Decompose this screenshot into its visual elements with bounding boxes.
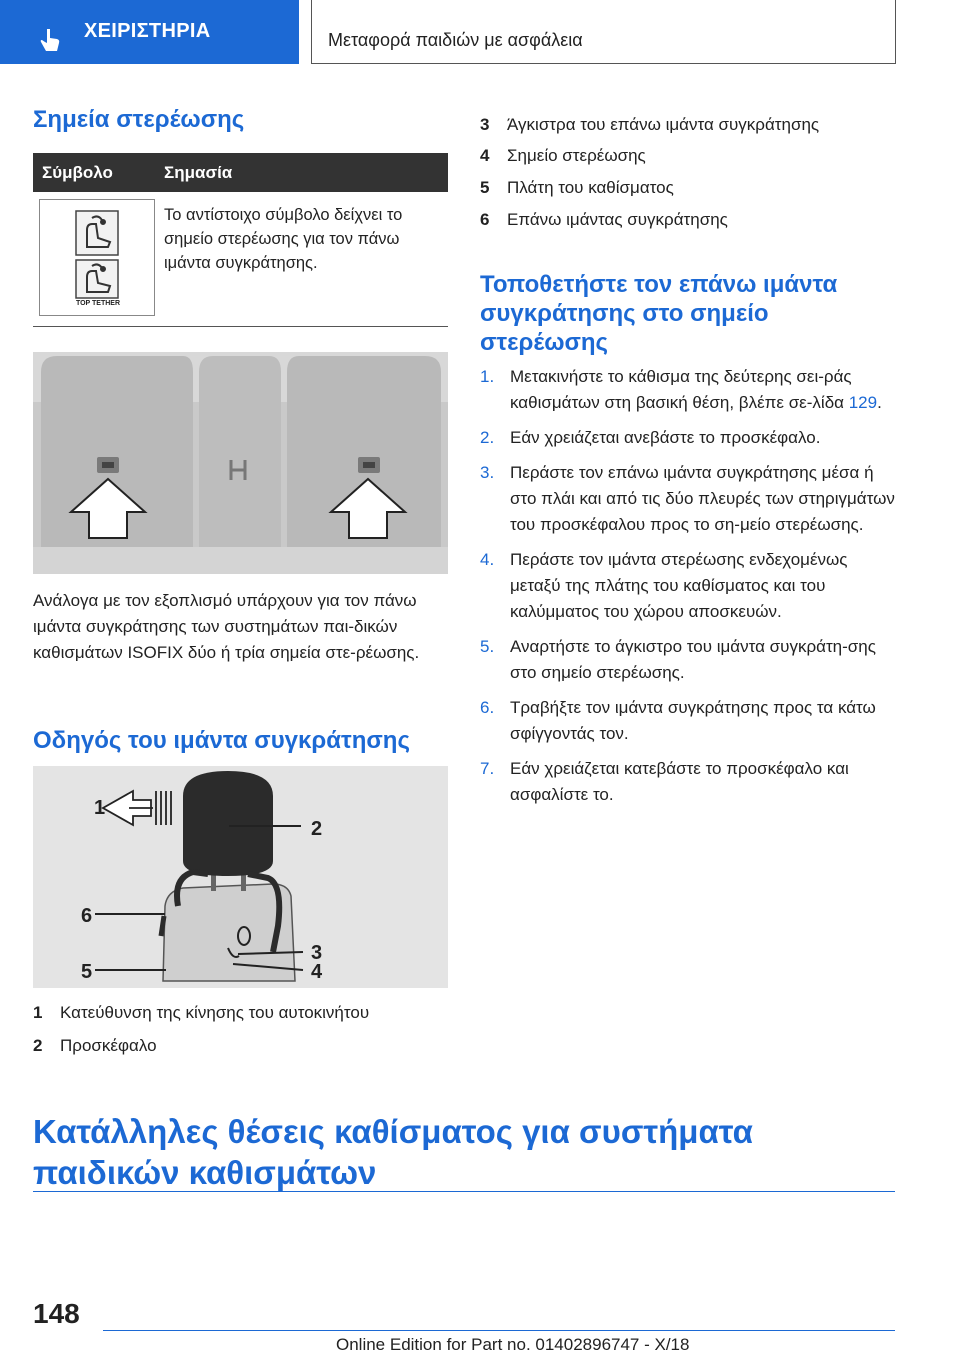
step-item bbox=[480, 364, 900, 416]
legend-text: Προσκέφαλο bbox=[60, 1036, 157, 1055]
step-number: 3. bbox=[480, 463, 495, 482]
symbol-cell bbox=[39, 199, 155, 316]
legend-num: 6 bbox=[480, 210, 490, 229]
table-header bbox=[33, 153, 448, 192]
footer-edition: Online Edition for Part no. 01402896747 - X/18 bbox=[336, 1335, 690, 1354]
step-item bbox=[480, 547, 900, 625]
page-number: 148 bbox=[33, 1298, 80, 1329]
instruction-steps bbox=[480, 364, 900, 817]
step-text: Περάστε τον ιμάντα στερέωσης ενδεχομένως μεταξύ της πλάτης του καθίσματος και του καλύμματος του χώρου αποσκευών. bbox=[510, 550, 848, 621]
callout-4: 4 bbox=[311, 961, 323, 983]
legend-text: Επάνω ιμάντας συγκράτησης bbox=[507, 210, 728, 229]
step-item bbox=[480, 460, 900, 538]
step-item bbox=[480, 695, 900, 747]
step-item bbox=[480, 756, 900, 808]
step-number: 4. bbox=[480, 550, 495, 569]
section-title: Μεταφορά παιδιών με ασφάλεια bbox=[328, 30, 583, 50]
hand-pointer-icon bbox=[38, 27, 64, 53]
section-header bbox=[311, 0, 896, 64]
heading-anchor-points: Σημεία στερέωσης bbox=[33, 106, 245, 133]
page-link[interactable]: 129 bbox=[848, 393, 878, 412]
symbol-meaning-text: Το αντίστοιχο σύμβολο δείχνει το σημείο στερέωσης για τον πάνω ιμάντα συγκράτησης. bbox=[164, 206, 403, 272]
heading-attach-strap: Τοποθετήστε τον επάνω ιμάντα συγκράτησης στο σημείο στερέωσης bbox=[480, 271, 838, 356]
heading-seat-positions: Κατάλληλες θέσεις καθίσματος για συστήματα παιδικών καθισμάτων bbox=[33, 1113, 753, 1191]
col-meaning: Σημασία bbox=[164, 163, 233, 182]
anchor-points-photo bbox=[33, 352, 448, 574]
step-number: 5. bbox=[480, 637, 495, 656]
step-text: Περάστε τον επάνω ιμάντα συγκράτησης μέσα ή στο πλάι και από τις δύο πλευρές των στηριγμάτων του προσκέφαλου προς το ση-μείο στερέωσης. bbox=[510, 463, 895, 534]
step-text: Αναρτήστε το άγκιστρο του ιμάντα συγκράτη-σης στο σημείο στερέωσης. bbox=[510, 637, 876, 682]
step-number: 7. bbox=[480, 759, 495, 778]
callout-3: 3 bbox=[311, 942, 323, 964]
step-item bbox=[480, 634, 900, 686]
table-bottom-rule bbox=[33, 326, 448, 327]
chapter-title: ΧΕΙΡΙΣΤΗΡΙΑ bbox=[84, 20, 211, 42]
heading-rule bbox=[33, 1191, 895, 1192]
callout-2: 2 bbox=[311, 818, 323, 840]
step-text: Μετακινήστε το κάθισμα της δεύτερης σει-ράς καθισμάτων στη βασική θέση, βλέπε σε-λίδα bbox=[510, 367, 852, 412]
chapter-tab[interactable] bbox=[0, 0, 299, 64]
step-number: 6. bbox=[480, 698, 495, 717]
step-item bbox=[480, 425, 900, 451]
legend-num: 1 bbox=[33, 1003, 43, 1022]
heading-strap-guide: Οδηγός του ιμάντα συγκράτησης bbox=[33, 727, 410, 754]
step-text: Εάν χρειάζεται ανεβάστε το προσκέφαλο. bbox=[510, 428, 821, 447]
step-number: 1. bbox=[480, 367, 495, 386]
step-text: Τραβήξτε τον ιμάντα συγκράτησης προς τα κάτω σφίγγοντάς τον. bbox=[510, 698, 876, 743]
strap-guide-diagram bbox=[33, 766, 448, 988]
top-tether-label: TOP TETHER bbox=[75, 300, 121, 307]
step-text: Εάν χρειάζεται κατεβάστε το προσκέφαλο και ασφαλίστε το. bbox=[510, 759, 849, 804]
legend-text: Σημείο στερέωσης bbox=[507, 146, 646, 165]
callout-6: 6 bbox=[81, 905, 93, 927]
legend-text: Κατεύθυνση της κίνησης του αυτοκινήτου bbox=[60, 1003, 370, 1022]
callout-1: 1 bbox=[94, 797, 106, 819]
col-symbol: Σύμβολο bbox=[42, 163, 113, 182]
legend-num: 5 bbox=[480, 178, 490, 197]
legend-num: 3 bbox=[480, 115, 490, 134]
step-number: 2. bbox=[480, 428, 495, 447]
photo-caption: Ανάλογα με τον εξοπλισμό υπάρχουν για τον πάνω ιμάντα συγκράτησης των συστημάτων παι-δικών καθισμάτων ISOFIX δύο ή τρία σημεία στε-ρέωσης. bbox=[33, 591, 420, 662]
legend-text: Άγκιστρα του επάνω ιμάντα συγκράτησης bbox=[507, 115, 820, 134]
callout-5: 5 bbox=[81, 961, 93, 983]
step-text-end: . bbox=[877, 393, 882, 412]
legend-num: 4 bbox=[480, 146, 490, 165]
legend-num: 2 bbox=[33, 1036, 43, 1055]
legend-text: Πλάτη του καθίσματος bbox=[507, 178, 674, 197]
footer-rule bbox=[103, 1330, 895, 1331]
